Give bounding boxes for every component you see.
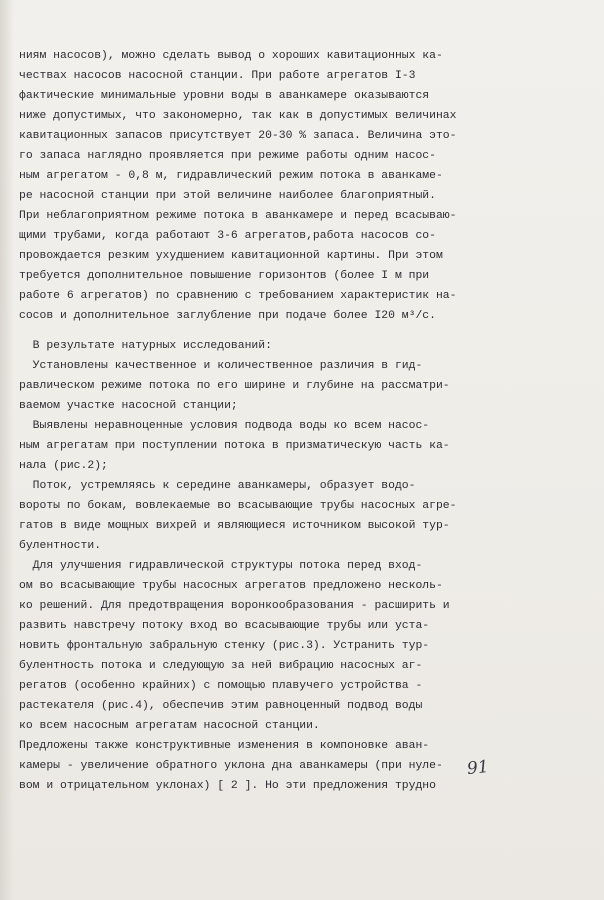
text-line-34: растекателя (рис.4), обеспечив этим равноценный подвод воды (19, 700, 423, 712)
text-line-36: Предложены также конструктивные изменения в компоновке аван- (19, 740, 430, 752)
text-line-6: го запаса наглядно проявляется при режиме работы одним насос- (19, 150, 436, 162)
text-line-19: ваемом участке насосной станции; (19, 400, 238, 412)
text-line-3: фактические минимальные уровни воды в аванкамере оказываются (19, 90, 430, 102)
text-line-23: Поток, устремляясь к середине аванкамеры, образует водо- (19, 480, 416, 492)
text-line-26: булентности. (19, 540, 102, 552)
text-line-28: ом во всасывающие трубы насосных агрегатов предложено несколь- (19, 580, 443, 592)
text-line-35: ко всем насосным агрегатам насосной станции. (19, 720, 320, 732)
binding-shadow (0, 0, 14, 900)
text-line-24: вороты по бокам, вовлекаемые во всасывающие трубы насосных агре- (19, 500, 457, 512)
text-line-13: работе 6 агрегатов) по сравнению с требованием характеристик на- (19, 290, 457, 302)
text-line-27: Для улучшения гидравлической структуры потока перед вход- (19, 560, 423, 572)
text-line-16: В результате натурных исследований: (19, 340, 272, 352)
text-line-10: щими трубами, когда работают 3-6 агрегатов,работа насосов со- (19, 230, 436, 242)
text-line-30: развить навстречу потоку вход во всасывающие трубы или уста- (19, 620, 430, 632)
text-line-31: новить фронтальную забральную стенку (рис.3). Устранить тур- (19, 640, 430, 652)
text-line-8: ре насосной станции при этой величине наиболее благоприятный. (19, 190, 436, 202)
text-line-37: камеры - увеличение обратного уклона дна аванкамеры (при нуле- (19, 760, 443, 772)
text-line-1: ниям насосов), можно сделать вывод о хороших кавитационных ка- (19, 50, 443, 62)
text-line-9: При неблагоприятном режиме потока в аванкамере и перед всасываю- (19, 210, 457, 222)
text-line-20: Выявлены неравноценные условия подвода воды ко всем насос- (19, 420, 430, 432)
page-number: 91 (466, 756, 490, 780)
text-line-12: требуется дополнительное повышение горизонтов (более I м при (19, 270, 430, 282)
text-line-11: провождается резким ухудшением кавитационной картины. При этом (19, 250, 443, 262)
text-line-22: нала (рис.2); (19, 460, 108, 472)
text-line-14: сосов и дополнительное заглубление при подаче более I20 м³/с. (19, 310, 436, 322)
text-line-21: ным агрегатам при поступлении потока в призматическую часть ка- (19, 440, 450, 452)
text-line-17: Установлены качественное и количественное различия в гид- (19, 360, 423, 372)
text-line-5: кавитационных запасов присутствует 20-30 % запаса. Величина это- (19, 130, 457, 142)
text-line-32: булентность потока и следующую за ней вибрацию насосных аг- (19, 660, 423, 672)
text-line-18: равлическом режиме потока по его ширине и глубине на рассматри- (19, 380, 450, 392)
text-line-29: ко решений. Для предотвращения воронкообразования - расширить и (19, 600, 450, 612)
text-line-25: гатов в виде мощных вихрей и являющиеся источником высокой тур- (19, 520, 450, 532)
text-line-33: регатов (особенно крайних) с помощью плавучего устройства - (19, 680, 423, 692)
text-line-38: вом и отрицательном уклонах) [ 2 ]. Но эти предложения трудно (19, 780, 436, 792)
text-line-4: ниже допустимых, что закономерно, так как в допустимых величинах (19, 110, 457, 122)
text-line-7: ным агрегатом - 0,8 м, гидравлический режим потока в аванкаме- (19, 170, 443, 182)
text-line-2: чествах насосов насосной станции. При работе агрегатов I-3 (19, 70, 416, 82)
